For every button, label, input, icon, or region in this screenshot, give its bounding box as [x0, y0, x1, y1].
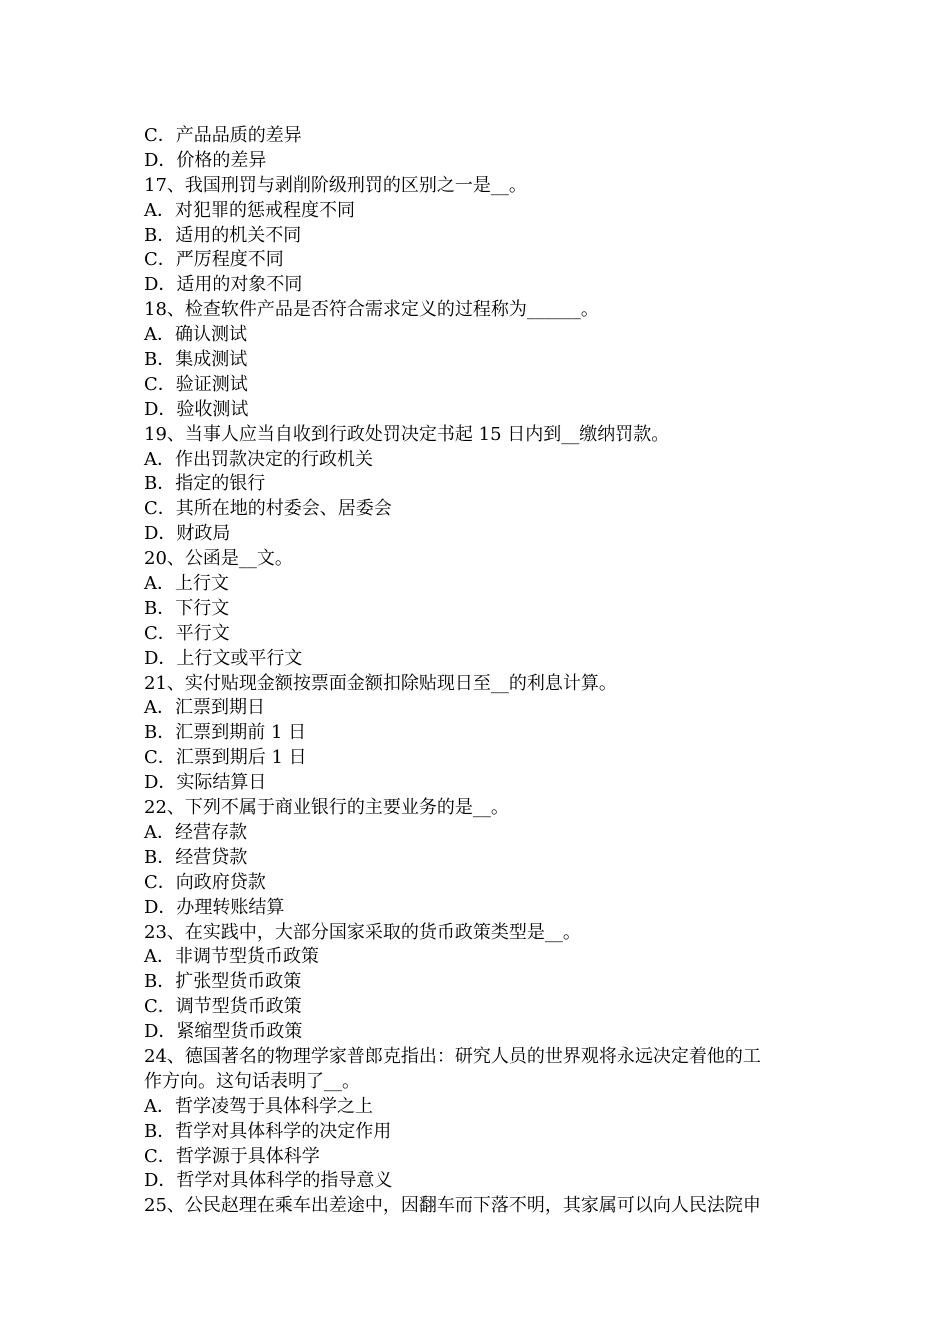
question-line: 21、实付贴现金额按票面金额扣除贴现日至__的利息计算。 — [144, 672, 617, 694]
option-line: C．严厉程度不同 — [144, 249, 284, 271]
option-line: A．对犯罪的惩戒程度不同 — [144, 199, 355, 221]
text-line: C．产品品质的差异 — [144, 125, 302, 146]
option-line: C．哲学源于具体科学 — [144, 1145, 320, 1167]
question-line: 22、下列不属于商业银行的主要业务的是__。 — [144, 797, 509, 819]
question-line: 20、公函是__文。 — [144, 548, 293, 570]
question-line: 19、当事人应当自收到行政处罚决定书起 15 日内到__缴纳罚款。 — [144, 423, 670, 445]
question-line: 24、德国著名的物理学家普郎克指出：研究人员的世界观将永远决定着他的工 — [144, 1045, 761, 1067]
question-line-continued: 作方向。这句话表明了__。 — [144, 1070, 360, 1092]
option-line: C．调节型货币政策 — [144, 996, 302, 1018]
text-line: D．价格的差异 — [144, 149, 267, 171]
question-line: 23、在实践中，大部分国家采取的货币政策类型是__。 — [144, 921, 581, 943]
option-line: C．验证测试 — [144, 373, 248, 395]
option-line: C．汇票到期后 1 日 — [144, 747, 307, 769]
option-line: A．经营存款 — [144, 821, 247, 843]
question-line: 17、我国刑罚与剥削阶级刑罚的区别之一是__。 — [144, 174, 527, 196]
option-line: B．下行文 — [144, 597, 230, 619]
option-line: D．哲学对具体科学的指导意义 — [144, 1170, 393, 1192]
option-line: C．向政府贷款 — [144, 871, 266, 893]
option-line: B．适用的机关不同 — [144, 224, 302, 246]
option-line: C．其所在地的村委会、居委会 — [144, 498, 392, 520]
option-line: B．哲学对具体科学的决定作用 — [144, 1120, 392, 1142]
option-line: A．确认测试 — [144, 324, 247, 346]
question-line: 25、公民赵理在乘车出差途中，因翻车而下落不明，其家属可以向人民法院申 — [144, 1195, 761, 1217]
option-line: A．作出罚款决定的行政机关 — [144, 448, 373, 470]
option-line: A．上行文 — [144, 573, 229, 595]
option-line: B．扩张型货币政策 — [144, 971, 302, 993]
option-line: B．汇票到期前 1 日 — [144, 722, 307, 744]
option-line: D．上行文或平行文 — [144, 647, 303, 669]
option-line: B．经营贷款 — [144, 846, 248, 868]
option-line: A．非调节型货币政策 — [144, 946, 319, 968]
option-line: A．汇票到期日 — [144, 697, 265, 719]
option-line: D．实际结算日 — [144, 772, 267, 794]
option-line: A．哲学凌驾于具体科学之上 — [144, 1095, 373, 1117]
option-line: B．集成测试 — [144, 349, 248, 371]
option-line: D．适用的对象不同 — [144, 274, 303, 296]
option-line: D．验收测试 — [144, 398, 249, 420]
option-line: B．指定的银行 — [144, 473, 266, 495]
option-line: C．平行文 — [144, 622, 230, 644]
question-line: 18、检查软件产品是否符合需求定义的过程称为______。 — [144, 299, 599, 321]
document-body — [144, 124, 814, 1219]
option-line: D．紧缩型货币政策 — [144, 1021, 303, 1043]
option-line: D．办理转账结算 — [144, 896, 285, 918]
option-line: D．财政局 — [144, 523, 231, 545]
